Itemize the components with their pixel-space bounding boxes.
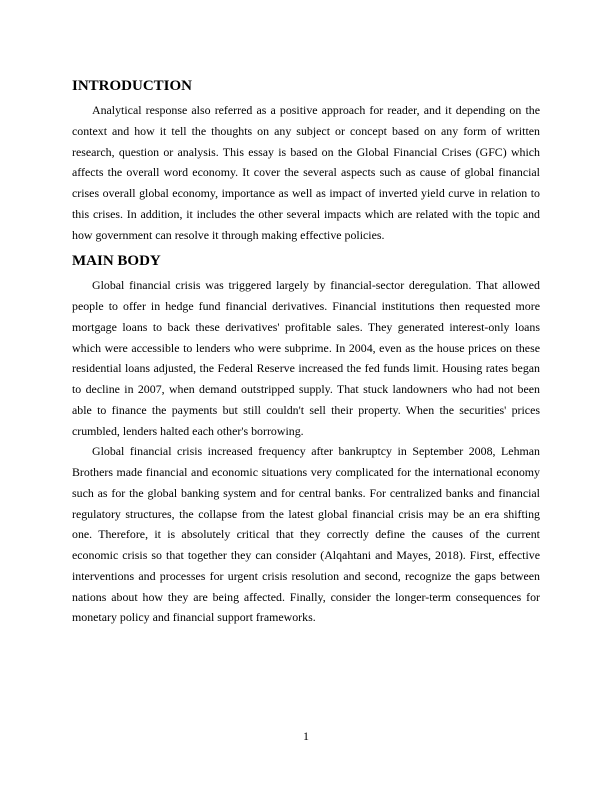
introduction-paragraph: Analytical response also referred as a positive approach for reader, and it depending on the context and how it tell the thoughts on any subject or concept based on any form of written research, question or analysis. This essay is based on the Global Financial Crises (GFC) which affects the overall word economy. It cover the several aspects such as cause of global financial crises overall global economy, importance as well as impact of inverted yield curve in relation to this crises. In addition, it includes the other several impacts which are related with the topic and how government can resolve it through making effective policies. bbox=[72, 103, 540, 242]
page-number: 1 bbox=[303, 729, 309, 743]
main-body-paragraph-2: Global financial crisis increased frequency after bankruptcy in September 2008, Lehman Brothers made financial and economic situations very complicated for the international economy such as for the global banking system and for central banks. For centralized banks and financial regulatory structures, the collapse from the latest global financial crisis may be an era shifting one. Therefore, it is absolutely critical that they correctly define the causes of the current economic crisis so that together they can consider (Alqahtani and Mayes, 2018). First, effective interventions and processes for urgent crisis resolution and second, recognize the gaps between nations about how they are being affected. Finally, consider the longer-term consequences for monetary policy and financial support frameworks. bbox=[72, 444, 540, 625]
main-body-paragraph-1: Global financial crisis was triggered largely by financial-sector deregulation. That allowed people to offer in hedge fund financial derivatives. Financial institutions then requested more mortgage loans to back these derivatives' profitable sales. They generated interest-only loans which were accessible to lenders who were subprime. In 2004, even as the house prices on these residential loans adjusted, the Federal Reserve increased the fed funds limit. Housing rates began to decline in 2007, when demand outstripped supply. That stuck landowners who had not been able to finance the payments but still couldn't sell their property. When the securities' prices crumbled, lenders halted each other's borrowing. bbox=[72, 278, 540, 438]
introduction-heading: INTRODUCTION bbox=[72, 78, 193, 94]
main-body-heading: MAIN BODY bbox=[72, 253, 161, 270]
document-page bbox=[72, 76, 540, 628]
